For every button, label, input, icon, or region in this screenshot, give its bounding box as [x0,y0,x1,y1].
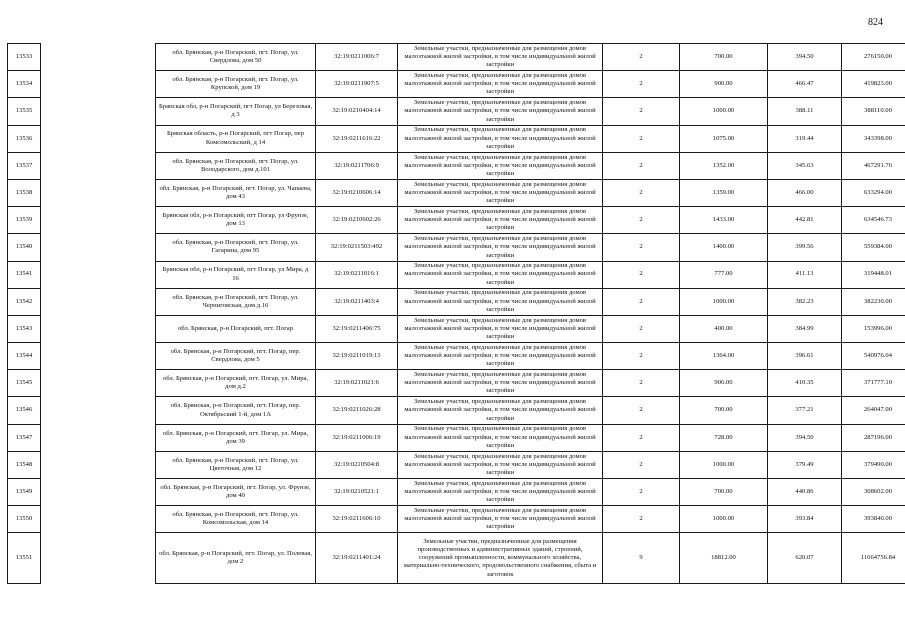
cadastral-value-cell: 343398.00 [842,125,905,152]
row-number-cell: 13539 [8,207,41,234]
group-cell: 2 [603,506,680,533]
table-row [8,152,905,179]
cadastral-value-table [7,43,905,584]
land-use-cell: Земельные участки, предназначенные для размещения домов малоэтажной жилой застройки, в том числе индивидуальной жилой застройки [398,451,603,478]
cadastral-number-cell: 32:19:0210404:14 [316,98,398,125]
row-number-cell: 13538 [8,179,41,206]
land-use-cell: Земельные участки, предназначенные для размещения домов малоэтажной жилой застройки, в том числе индивидуальной жилой застройки [398,44,603,71]
cadastral-value-cell: 11664756.84 [842,533,905,584]
land-use-cell: Земельные участки, предназначенные для размещения домов малоэтажной жилой застройки, в том числе индивидуальной жилой застройки [398,288,603,315]
group-cell: 2 [603,397,680,424]
table-row [8,71,905,98]
cadastral-value-cell: 371777.10 [842,370,905,397]
row-number-cell: 13546 [8,397,41,424]
area-cell: 1352.00 [680,152,768,179]
address-cell: обл. Брянская, р-н Погарский, пгт. Погар, ул. Полевая, дом 2 [156,533,316,584]
specific-value-cell: 384.99 [768,315,842,342]
gap-cell [41,234,156,261]
row-number-cell: 13542 [8,288,41,315]
area-cell: 1000.00 [680,451,768,478]
address-cell: обл. Брянская, р-н Погарский, пгт. Погар [156,315,316,342]
cadastral-value-cell: 287196.00 [842,424,905,451]
cadastral-value-cell: 633294.00 [842,179,905,206]
gap-cell [41,179,156,206]
cadastral-number-cell: 32:19:0211021:6 [316,370,398,397]
cadastral-number-cell: 32:19:0211606:10 [316,506,398,533]
land-use-cell: Земельные участки, предназначенные для размещения производственных и административных зданий, строений, сооружений промышленности, коммунального хозяйства, материально-технического, продовольственного снабжения, сбыта и заготовок [398,533,603,584]
area-cell: 18812.00 [680,533,768,584]
group-cell: 2 [603,315,680,342]
table-row [8,506,905,533]
specific-value-cell: 466.47 [768,71,842,98]
area-cell: 1000.00 [680,288,768,315]
cadastral-number-cell: 32:19:0211403:4 [316,288,398,315]
cadastral-value-cell: 153996.00 [842,315,905,342]
row-number-cell: 13543 [8,315,41,342]
row-number-cell: 13533 [8,44,41,71]
gap-cell [41,44,156,71]
area-cell: 700.00 [680,397,768,424]
gap-cell [41,152,156,179]
group-cell: 2 [603,71,680,98]
address-cell: обл. Брянская, р-н Погарский, пгт. Погар, ул. Черниговская, дом д.16 [156,288,316,315]
area-cell: 700.00 [680,479,768,506]
area-cell: 777.00 [680,261,768,288]
address-cell: обл. Брянская, р-н Погарский, пгт. Погар, ул. Чапаева, дом 43 [156,179,316,206]
address-cell: Брянская область, р-н Погарский, пгт Погар, пер Комсомольский, д 14 [156,125,316,152]
area-cell: 1364.00 [680,343,768,370]
table-row [8,44,905,71]
cadastral-value-cell: 319448.01 [842,261,905,288]
table-row [8,479,905,506]
gap-cell [41,451,156,478]
specific-value-cell: 379.49 [768,451,842,478]
cadastral-number-cell: 32:19:0210504:8 [316,451,398,478]
cadastral-number-cell: 32:19:0210602:26 [316,207,398,234]
table-row [8,288,905,315]
group-cell: 2 [603,207,680,234]
address-cell: обл. Брянская, р-н Погарский, пгт. Погар, ул. Фрунзе, дом 40 [156,479,316,506]
gap-cell [41,261,156,288]
gap-cell [41,288,156,315]
row-number-cell: 13544 [8,343,41,370]
area-cell: 1000.00 [680,506,768,533]
gap-cell [41,343,156,370]
gap-cell [41,71,156,98]
address-cell: обл. Брянская, р-н Погарский, пгт. Погар, ул. Гагарина, дом 95 [156,234,316,261]
table-body [8,44,905,584]
area-cell: 700.00 [680,44,768,71]
group-cell: 2 [603,288,680,315]
group-cell: 2 [603,424,680,451]
specific-value-cell: 394.50 [768,424,842,451]
address-cell: обл. Брянская, р-н Погарский, пгт. Погар, ул. Свердлова, дом 50 [156,44,316,71]
group-cell: 2 [603,179,680,206]
area-cell: 1359.00 [680,179,768,206]
table-row [8,98,905,125]
address-cell: обл. Брянская, р-н Погарский, пгт. Погар, пер. Октябрьский 1-й, дом 1А [156,397,316,424]
area-cell: 1000.00 [680,98,768,125]
gap-cell [41,479,156,506]
address-cell: обл. Брянская, р-н Погарский, пгт. Погар, ул. Мира, дом д.2 [156,370,316,397]
row-number-cell: 13551 [8,533,41,584]
cadastral-value-cell: 264047.00 [842,397,905,424]
row-number-cell: 13545 [8,370,41,397]
gap-cell [41,397,156,424]
area-cell: 400.00 [680,315,768,342]
group-cell: 2 [603,261,680,288]
table-row [8,533,905,584]
cadastral-value-cell: 393840.00 [842,506,905,533]
cadastral-number-cell: 32:19:0211406:75 [316,315,398,342]
cadastral-value-cell: 276150.00 [842,44,905,71]
group-cell: 9 [603,533,680,584]
gap-cell [41,98,156,125]
table-row [8,343,905,370]
cadastral-number-cell: 32:19:0211019:13 [316,343,398,370]
specific-value-cell: 442.81 [768,207,842,234]
row-number-cell: 13534 [8,71,41,98]
cadastral-value-cell: 388110.00 [842,98,905,125]
table-row [8,424,905,451]
specific-value-cell: 396.61 [768,343,842,370]
table-row [8,261,905,288]
row-number-cell: 13535 [8,98,41,125]
specific-value-cell: 319.44 [768,125,842,152]
gap-cell [41,370,156,397]
table-row [8,125,905,152]
row-number-cell: 13541 [8,261,41,288]
cadastral-number-cell: 32:19:0211503:492 [316,234,398,261]
group-cell: 2 [603,479,680,506]
land-use-cell: Земельные участки, предназначенные для размещения домов малоэтажной жилой застройки, в том числе индивидуальной жилой застройки [398,125,603,152]
cadastral-value-cell: 308602.00 [842,479,905,506]
gap-cell [41,424,156,451]
row-number-cell: 13550 [8,506,41,533]
land-use-cell: Земельные участки, предназначенные для размещения домов малоэтажной жилой застройки, в том числе индивидуальной жилой застройки [398,179,603,206]
address-cell: обл. Брянская, р-н Погарский, пгт. Погар, ул. Цветочная, дом 12 [156,451,316,478]
cadastral-number-cell: 32:19:0210521:1 [316,479,398,506]
specific-value-cell: 382.23 [768,288,842,315]
area-cell: 728.00 [680,424,768,451]
row-number-cell: 13547 [8,424,41,451]
specific-value-cell: 377.21 [768,397,842,424]
table-row [8,179,905,206]
cadastral-number-cell: 32:19:0211006:19 [316,424,398,451]
specific-value-cell: 466.00 [768,179,842,206]
table-row [8,315,905,342]
specific-value-cell: 394.50 [768,44,842,71]
group-cell: 2 [603,125,680,152]
cadastral-number-cell: 32:19:0211006:7 [316,44,398,71]
specific-value-cell: 620.07 [768,533,842,584]
row-number-cell: 13548 [8,451,41,478]
land-use-cell: Земельные участки, предназначенные для размещения домов малоэтажной жилой застройки, в том числе индивидуальной жилой застройки [398,71,603,98]
page-number: 824 [868,17,883,28]
specific-value-cell: 440.86 [768,479,842,506]
address-cell: обл. Брянская, р-н Погарский, пгт. Погар, ул. Володарского, дом д.101 [156,152,316,179]
address-cell: Брянская обл, р-н Погарский, пгт Погар, ул Фрунзе, дом 13 [156,207,316,234]
cadastral-value-cell: 382230.00 [842,288,905,315]
land-use-cell: Земельные участки, предназначенные для размещения домов малоэтажной жилой застройки, в том числе индивидуальной жилой застройки [398,370,603,397]
group-cell: 2 [603,98,680,125]
land-use-cell: Земельные участки, предназначенные для размещения домов малоэтажной жилой застройки, в том числе индивидуальной жилой застройки [398,424,603,451]
specific-value-cell: 411.13 [768,261,842,288]
cadastral-number-cell: 32:19:0211401:24 [316,533,398,584]
land-use-cell: Земельные участки, предназначенные для размещения домов малоэтажной жилой застройки, в том числе индивидуальной жилой застройки [398,98,603,125]
table-row [8,370,905,397]
gap-cell [41,506,156,533]
table-row [8,397,905,424]
land-use-cell: Земельные участки, предназначенные для размещения домов малоэтажной жилой застройки, в том числе индивидуальной жилой застройки [398,315,603,342]
group-cell: 2 [603,451,680,478]
specific-value-cell: 399.56 [768,234,842,261]
land-use-cell: Земельные участки, предназначенные для размещения домов малоэтажной жилой застройки, в том числе индивидуальной жилой застройки [398,506,603,533]
land-use-cell: Земельные участки, предназначенные для размещения домов малоэтажной жилой застройки, в том числе индивидуальной жилой застройки [398,343,603,370]
cadastral-value-cell: 379490.00 [842,451,905,478]
row-number-cell: 13540 [8,234,41,261]
land-use-cell: Земельные участки, предназначенные для размещения домов малоэтажной жилой застройки, в том числе индивидуальной жилой застройки [398,152,603,179]
cadastral-number-cell: 32:19:0211026:28 [316,397,398,424]
group-cell: 2 [603,234,680,261]
row-number-cell: 13537 [8,152,41,179]
cadastral-value-cell: 559384.00 [842,234,905,261]
group-cell: 2 [603,44,680,71]
group-cell: 2 [603,370,680,397]
area-cell: 900.00 [680,71,768,98]
table-row [8,207,905,234]
land-use-cell: Земельные участки, предназначенные для размещения домов малоэтажной жилой застройки, в том числе индивидуальной жилой застройки [398,397,603,424]
group-cell: 2 [603,343,680,370]
gap-cell [41,315,156,342]
cadastral-number-cell: 32:19:0211706:9 [316,152,398,179]
gap-cell [41,125,156,152]
cadastral-value-cell: 634546.73 [842,207,905,234]
address-cell: Брянская обл, р-н Погарский, пгт Погар, ул Мира, д 16 [156,261,316,288]
cadastral-number-cell: 32:19:0211907:5 [316,71,398,98]
area-cell: 1400.00 [680,234,768,261]
cadastral-value-cell: 419823.00 [842,71,905,98]
area-cell: 1075.00 [680,125,768,152]
row-number-cell: 13536 [8,125,41,152]
table-row [8,451,905,478]
cadastral-number-cell: 32:19:0211016:1 [316,261,398,288]
land-use-cell: Земельные участки, предназначенные для размещения домов малоэтажной жилой застройки, в том числе индивидуальной жилой застройки [398,207,603,234]
address-cell: Брянская обл, р-н Погарский, пгт Погар, ул Березовая, д 3 [156,98,316,125]
specific-value-cell: 388.11 [768,98,842,125]
land-use-cell: Земельные участки, предназначенные для размещения домов малоэтажной жилой застройки, в том числе индивидуальной жилой застройки [398,479,603,506]
address-cell: обл. Брянская, р-н Погарский, пгт. Погар, пер. Свердлова, дом 5 [156,343,316,370]
land-use-cell: Земельные участки, предназначенные для размещения домов малоэтажной жилой застройки, в том числе индивидуальной жилой застройки [398,234,603,261]
gap-cell [41,533,156,584]
gap-cell [41,207,156,234]
area-cell: 1433.00 [680,207,768,234]
specific-value-cell: 345.63 [768,152,842,179]
group-cell: 2 [603,152,680,179]
address-cell: обл. Брянская, р-н Погарский, пгт. Погар, ул. Мира, дом 39 [156,424,316,451]
cadastral-number-cell: 32:19:0210606:14 [316,179,398,206]
specific-value-cell: 393.84 [768,506,842,533]
area-cell: 906.00 [680,370,768,397]
cadastral-value-cell: 540976.04 [842,343,905,370]
cadastral-number-cell: 32:19:0211616:22 [316,125,398,152]
land-use-cell: Земельные участки, предназначенные для размещения домов малоэтажной жилой застройки, в том числе индивидуальной жилой застройки [398,261,603,288]
address-cell: обл. Брянская, р-н Погарский, пгт. Погар, ул. Крупской, дом 19 [156,71,316,98]
cadastral-value-cell: 467291.76 [842,152,905,179]
table-row [8,234,905,261]
address-cell: обл. Брянская, р-н Погарский, пгт. Погар, ул. Комсомольская, дом 14 [156,506,316,533]
row-number-cell: 13549 [8,479,41,506]
specific-value-cell: 410.35 [768,370,842,397]
